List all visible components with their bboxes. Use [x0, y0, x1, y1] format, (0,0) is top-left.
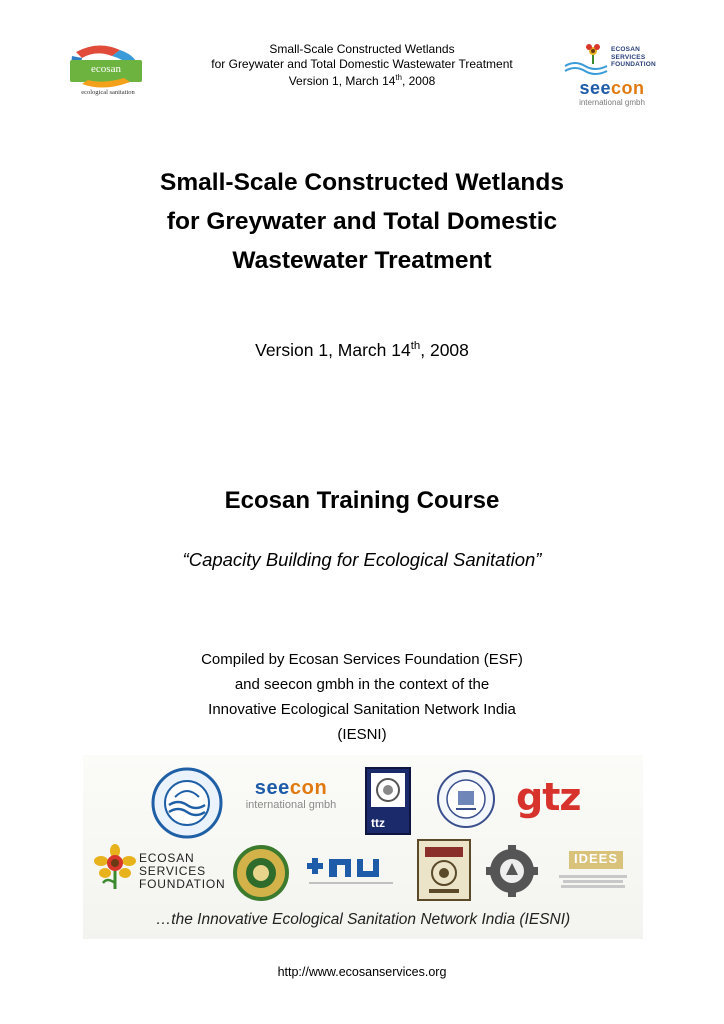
ttz-label: ttz [371, 816, 385, 830]
university-seal-logo [436, 769, 496, 829]
iesni-tagline: …the Innovative Ecological Sanitation Network India (IESNI) [155, 911, 571, 928]
esf-logo-small-text: ECOSAN SERVICES FOUNDATION [611, 46, 656, 68]
compiled-line: Compiled by Ecosan Services Foundation (ESF) [201, 651, 523, 668]
esf-logo-small [563, 42, 663, 76]
ecosan-logo-word: ecosan [91, 63, 121, 75]
footer-url[interactable]: http://www.ecosanservices.org [277, 965, 447, 979]
plus-nu-logo [305, 855, 397, 889]
seecon-logo: seecon international gmbh [245, 777, 337, 811]
framed-emblem-logo [417, 839, 471, 901]
running-header-version: Version 1, March 14th, 2008 [288, 73, 436, 88]
seecon-logo-small-sub: international gmbh [579, 98, 645, 107]
document-title-line: Wastewater Treatment [232, 247, 492, 274]
ttz-emblem-icon [367, 769, 409, 811]
course-title: Ecosan Training Course [224, 487, 500, 514]
seecon-logo-small-word: seecon [579, 78, 645, 98]
seecon-logo-small [572, 78, 652, 114]
esf-flower-logo [93, 843, 137, 893]
iwwa-logo [151, 767, 223, 839]
compiled-by-block [0, 647, 724, 747]
esf-flower-icon [563, 42, 609, 76]
document-title-line: Small-Scale Constructed Wetlands [160, 169, 564, 196]
compiled-line: (IESNI) [337, 726, 387, 743]
gtz-logo: gtz [516, 775, 581, 819]
compiled-line: Innovative Ecological Sanitation Network India [208, 701, 516, 718]
iees-logo: IDEES [569, 851, 623, 869]
course-subtitle: “Capacity Building for Ecological Sanitation” [182, 549, 542, 570]
document-title-line: for Greywater and Total Domestic [166, 208, 558, 235]
ecosan-logo-caption: ecological sanitation [81, 89, 135, 96]
green-emblem-logo [233, 845, 289, 901]
framed-emblem-icon [419, 841, 469, 899]
document-title [0, 163, 724, 280]
document-version: Version 1, March 14th, 2008 [255, 340, 469, 360]
compiled-line: and seecon gmbh in the context of the [234, 676, 490, 693]
ttz-logo [365, 767, 411, 835]
gear-emblem-logo [486, 845, 538, 897]
esf-logo-text: ECOSAN SERVICES FOUNDATION [139, 851, 226, 891]
running-header-line1: Small-Scale Constructed Wetlands [269, 42, 455, 56]
running-header-line2: for Greywater and Total Domestic Wastewater Treatment [211, 56, 513, 71]
partner-logo-strip [83, 755, 643, 939]
iees-logo-caption [553, 873, 633, 890]
